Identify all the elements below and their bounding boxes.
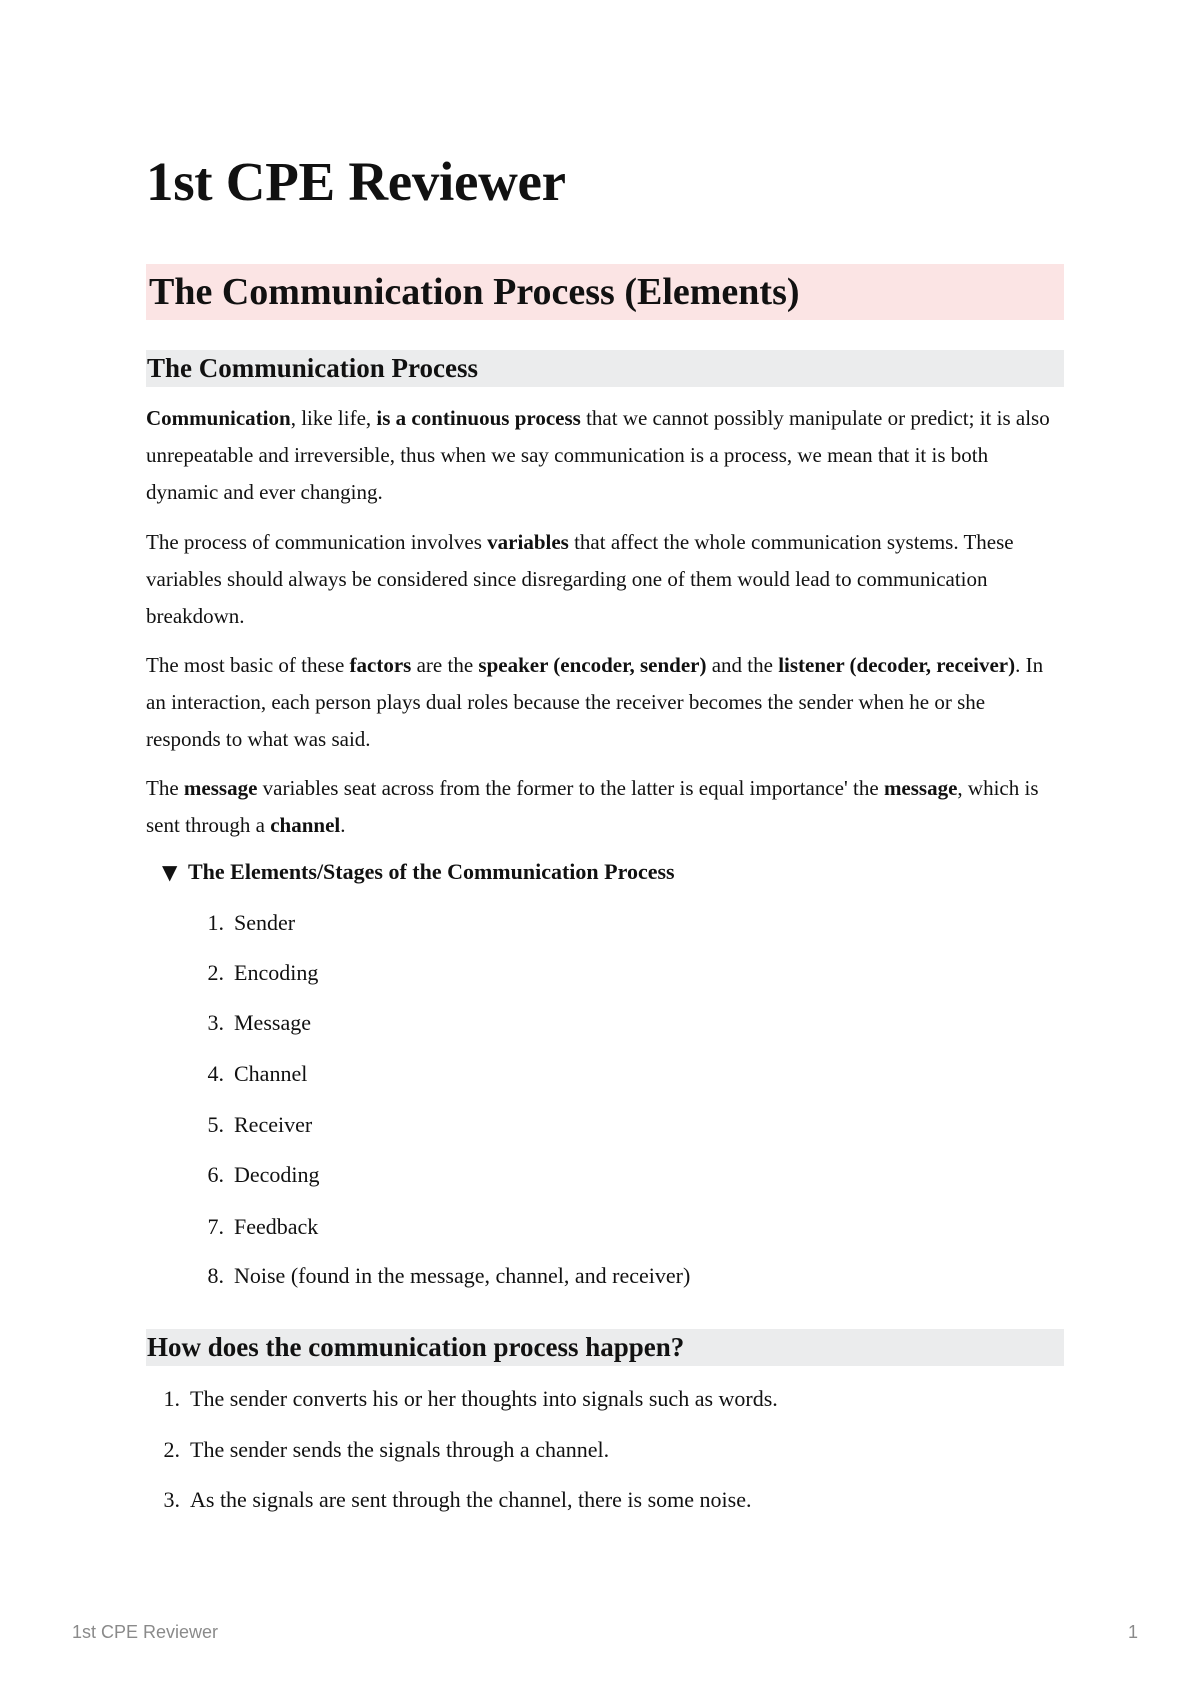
paragraph-3 [146,647,1064,758]
text-run: that we cannot possibly manipulate or predict; it is also unrepeatable and irreversible, thus when we say communication is a process, we mean that it is both dynamic and ever changing. [146,406,1050,504]
triangle-down-icon[interactable]: ▼ [162,860,178,884]
bold-text: message [883,776,958,800]
bold-text: speaker (encoder, sender) [478,653,707,677]
list-item: 5. Receiver [207,1112,313,1137]
footer-title: 1st CPE Reviewer [72,1622,219,1642]
bold-text: is a continuous process [376,406,581,430]
bold-text: channel [270,813,341,837]
text-run: The process of communication involves [146,530,488,554]
list-item: 2. Encoding [207,960,319,985]
text-run: variables seat across from the former to the latter is equal importance' the [257,776,884,800]
list-item: 1. The sender converts his or her thoughts into signals such as words. [163,1386,778,1411]
bold-text: variables [487,530,569,554]
list-item: 1. Sender [207,910,296,935]
bold-text: message [183,776,258,800]
text-run: The most basic of these [146,653,350,677]
text-run: . In an interaction, each person plays dual roles because the receiver becomes the sender when he or she responds to what was said. [146,653,1044,751]
bold-text: listener (decoder, receiver) [778,653,1016,677]
paragraph-2 [146,524,1064,635]
page-title: 1st CPE Reviewer [146,151,566,212]
list-item: 2. The sender sends the signals through a channel. [163,1437,610,1462]
list-item: 3. As the signals are sent through the channel, there is some noise. [163,1487,752,1512]
text-run: , which is sent through a [146,776,1039,837]
subheading-how-process-happens: How does the communication process happen? [146,1329,1064,1366]
text-run: that affect the whole communication systems. These variables should always be considered since disregarding one of them would lead to communication breakdown. [146,530,1014,628]
list-item: 3. Message [207,1010,311,1035]
text-run: and the [706,653,779,677]
toggle-elements-stages[interactable] [162,856,675,888]
toggle-label: The Elements/Stages of the Communication Process [188,859,675,884]
list-item: 6. Decoding [207,1162,320,1187]
section-heading: The Communication Process (Elements) [146,264,1064,320]
text-run: , like life, [290,406,377,430]
paragraph-1 [146,400,1064,511]
list-item: 8. Noise (found in the message, channel, and receiver) [207,1263,691,1288]
text-run: . [340,813,346,837]
bold-text: Communication [146,406,291,430]
bold-text: factors [349,653,412,677]
list-item: 4. Channel [207,1061,308,1086]
text-run: The [146,776,184,800]
footer-page-number: 1 [1127,1622,1138,1642]
paragraph-4 [146,770,1064,844]
text-run: are the [411,653,479,677]
list-item: 7. Feedback [207,1214,319,1239]
subheading-communication-process: The Communication Process [146,350,1064,387]
